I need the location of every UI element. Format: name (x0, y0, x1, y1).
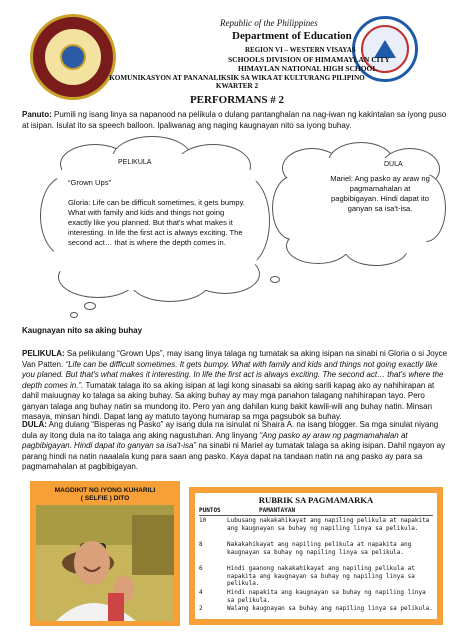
rubric-points: 8 (199, 541, 203, 548)
rubric-points: 2 (199, 605, 203, 612)
cloud-left-heading: PELIKULA (118, 159, 152, 166)
cloud-right-quote: Mariel: Ang pasko ay araw ng pagmamahalan at pagbibigayan. Hindi dapat ito ganyan sa isa't-isa. (330, 174, 430, 213)
cloud-right-heading: DULA (384, 161, 403, 168)
cloud-right-tail-dot (270, 276, 280, 283)
pelikula-intro: Sa pelikulang “Grown Ups”, may isang linya talaga ng tumatak sa aking isipan na sinabi ni Gloria o si Joyce Van Patten. (22, 349, 448, 369)
dula-rest: na sinabi ni Mariel ay tumatak talaga sa aking isipan. Dahil ngayon ay parang hindi na natin naaalala kung para saan ang pasko. Kaya dapat na tandaan natin na ang pasko ay para sa pagmamahalan at pagbibigayan. (22, 441, 446, 471)
school-line: HIMAYLAN NATIONAL HIGH SCHOOL (238, 64, 378, 73)
rubric-criteria: Lubusang nakakahikayat ang napiling pelikula at napakita ang kaugnayan sa buhay ng napiling linya sa pelikula. (227, 517, 430, 532)
cloud-left-tail-dot (70, 312, 78, 318)
department-line: Department of Education (232, 30, 352, 42)
dula-intro: Ang dulang “Bisperas ng Pasko” ay isang dula na isinulat ni Shaira A. na isang blogger. Sa mga sinulat niyang dula ay itong dula na ito talaga ang aking nagustuhan. Ang linyang (22, 420, 439, 440)
rubric-points: 4 (199, 589, 203, 596)
rubric-criteria: Nakakahikayat ang napiling pelikula at napakita ang kaugnayan sa buhay ng napiling linya sa pelikula. (227, 541, 412, 556)
selfie-label-line2: ( SELFIE ) DITO (80, 495, 130, 502)
selfie-photo (36, 505, 174, 621)
rubric-criteria: Hindi napakita ang kaugnayan sa buhay ng napiling linya sa pelikula. (227, 589, 426, 604)
division-line: SCHOOLS DIVISION OF HIMAMAYLAN CITY (228, 55, 390, 64)
pelikula-quote: “Life can be difficult sometimes. It gets bumpy. What with family and kids and things not going exactly like you planed. But that's what makes it interesting. In life the first act is always exciting. The second act… that's where the depth comes in.”. (22, 359, 444, 390)
dula-label: DULA: (22, 420, 47, 429)
subject-line: KOMUNIKASYON AT PANANALIKSIK SA WIKA AT KULTURANG PILIPINO (109, 74, 365, 82)
rubric-points: 6 (199, 565, 203, 572)
dula-quote: “Ang pasko ay araw ng pagmamahalan at pagbibigayan. Hindi dapat ito ganyan sa isa't-isa” (22, 430, 408, 450)
rubric-col-points: PUNTOS (199, 507, 221, 514)
rubric-title: RUBRIK SA PAGMAMARKA (258, 495, 374, 505)
instructions-label: Panuto: (22, 110, 52, 119)
pelikula-paragraph (22, 349, 452, 423)
instructions-text: Pumili ng isang linya sa napanood na pelikula o dulang pantanghalan na nag-iwan ng kakintalan sa iyong puso at isipan. Isulat ito sa speech balloon. Ipaliwanag ang naging kaugnayan nito sa iyong buhay. (22, 110, 447, 130)
rubric-criteria: Walang kaugnayan sa buhay ang napiling linya sa pelikula. (227, 605, 433, 612)
selfie-label-line1: MAGDIKIT NG IYONG KUHARILI (54, 487, 156, 494)
speech-cloud-left (40, 136, 270, 306)
speech-cloud-right (272, 142, 446, 268)
cloud-left-title: “Grown Ups” (68, 178, 112, 187)
pelikula-label: PELIKULA: (22, 349, 65, 358)
pelikula-rest: Tumatak talaga ito sa aking isipan at lagi kong sinasabi sa aking sarili kapag ako ay nahihirapan at dahil maiuugnay ko talaga sa aking buhay. Sa aking buhay ay may mga panahon talagang nahihirapan tayo. Pero ganyan talaga ang buhay natin sa mundong ito. Pero yan ang dahilan kung bakit kawili-wili ang buhay natin. Minsan masaya, minsan hindi. Dapat lang ay matuto tayong humarap sa mga pagsubok sa buhay. (22, 380, 435, 421)
selfie-card (30, 481, 180, 626)
rubric-points: 10 (199, 517, 207, 524)
instructions (22, 110, 452, 131)
rubric-col-criteria: PAMANTAYAN (259, 507, 296, 514)
rubric-card (189, 487, 443, 625)
quarter-line: KWARTER 2 (215, 82, 259, 90)
dula-paragraph (22, 420, 452, 473)
section-heading: Kaugnayan nito sa aking buhay (22, 326, 143, 335)
republic-line: Republic of the Philippines (220, 18, 318, 28)
cloud-left-quote: Gloria: Life can be difficult sometimes, it gets bumpy. What with family and kids and things not going exactly like you planned. But that's what makes it interesting. In life the first act is always exciting. The second act… that is where the depth comes in. (68, 198, 245, 247)
region-line: REGION VI – WESTERN VISAYAS (245, 46, 356, 54)
page-title: PERFORMANS # 2 (189, 94, 285, 106)
rubric-criteria: Hindi gaanong nakakahikayat ang napiling pelikula at napakita ang kaugnayan sa buhay ng napiling linya sa pelikula. (227, 565, 415, 587)
